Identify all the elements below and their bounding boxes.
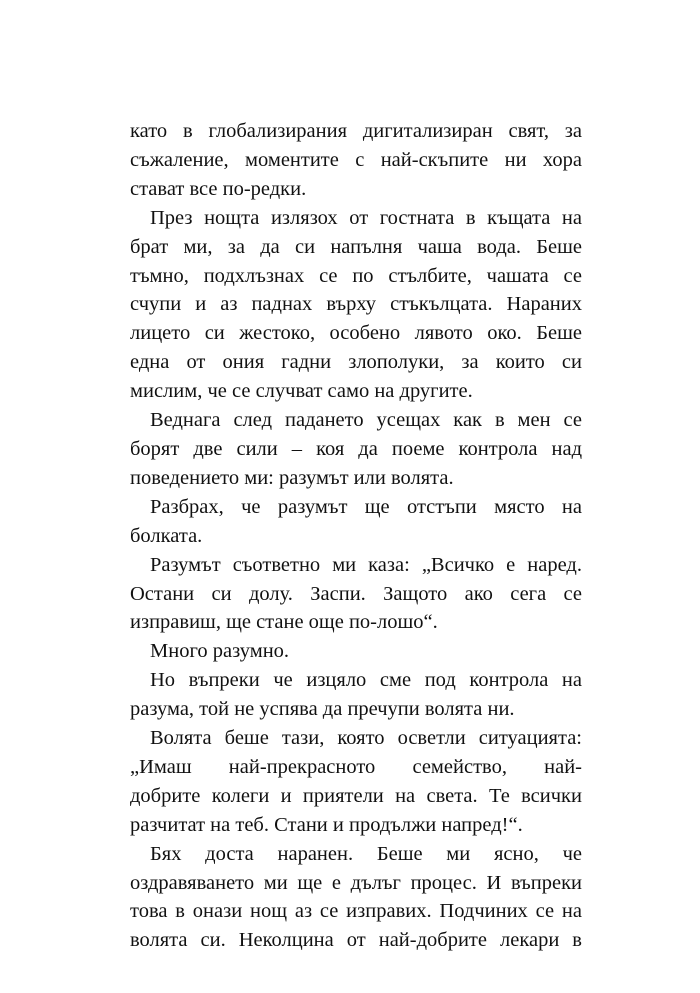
text-line: разума, той не успява да пречупи волята ни. [130,698,515,721]
text-line: Разбрах, че разумът ще отстъпи място на [150,495,582,518]
text-line: Но въпреки че изцяло сме под контрола на [150,669,582,692]
text-line: една от ония гадни злополуки, за които си [130,351,582,374]
text-line: волята си. Неколцина от най-добрите лекари в [130,929,582,952]
text-line: изправиш, ще стане още по-лошо“. [130,611,438,634]
paragraph [130,406,582,493]
text-line: борят две сили – коя да поеме контрола над [130,437,582,460]
paragraph [130,666,582,724]
text-line: „Имаш най-прекрасното семейство, най- [130,755,582,778]
text-line: като в глобализирания дигитализиран свят, за [130,120,582,142]
text-line: това в онази нощ аз се изправих. Подчиних се на [130,900,582,923]
text-line: разчитат на теб. Стани и продължи напред!“. [130,813,523,836]
text-line: мислим, че се случват само на другите. [130,380,473,403]
paragraph [130,637,582,666]
text-line: Бях доста наранен. Беше ми ясно, че [150,842,582,865]
text-line: Много разумно. [150,640,290,663]
paragraph [130,204,582,406]
text-line: добрите колеги и приятели на света. Те всички [130,784,582,807]
text-line: тъмно, подхлъзнах се по стълбите, чашата се [130,264,582,287]
text-line: поведението ми: разумът или волята. [130,466,454,489]
text-line: Волята беше тази, която осветли ситуацията: [150,727,582,750]
paragraph [130,724,582,840]
paragraph [130,551,582,638]
text-line: счупи и аз паднах върху стъкълцата. Нараних [130,293,582,316]
text-line: Разумът съответно ми каза: „Всичко е наред. [150,553,582,576]
paragraph [130,493,582,551]
body-text [130,117,582,955]
text-line: съжаление, моментите с най-скъпите ни хора [130,148,582,171]
text-line: Остани си долу. Заспи. Защото ако сега се [130,582,582,605]
text-line: оздравяването ми ще е дълъг процес. И въпреки [130,871,582,894]
text-line: болката. [130,524,203,547]
paragraph [130,840,582,956]
text-line: лицето си жестоко, особено лявото око. Беше [130,322,582,345]
text-line: Веднага след падането усещах как в мен се [150,409,582,432]
text-line: брат ми, за да си напълня чаша вода. Беше [130,235,582,258]
text-line: През нощта излязох от гостната в къщата на [150,206,582,229]
paragraph [130,117,582,204]
text-line: стават все по-редки. [130,177,307,200]
